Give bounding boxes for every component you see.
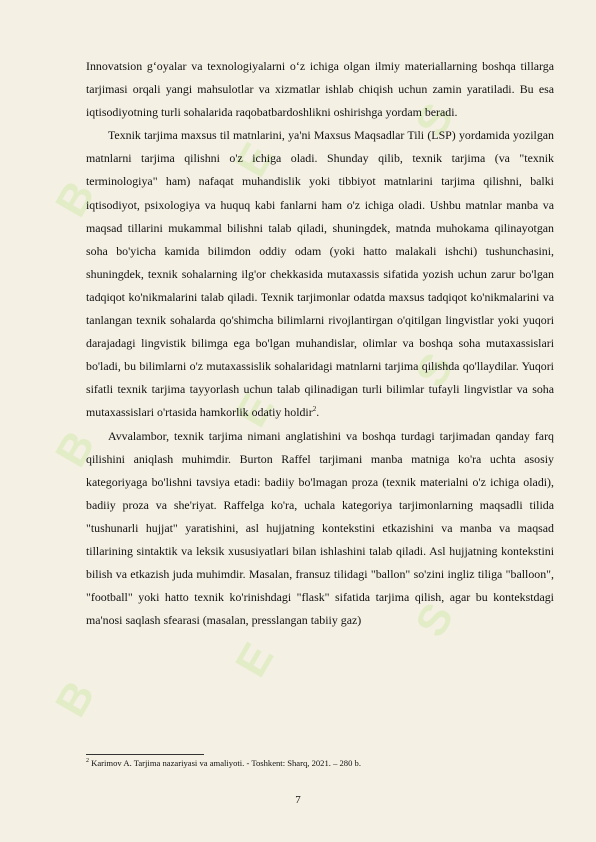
footnote-text: Karimov A. Tarjima nazariyasi va amaliyoti. - Toshkent: Sharq, 2021. – 280 b. <box>89 758 361 768</box>
svg-text:B: B <box>46 672 105 725</box>
svg-text:E: E <box>226 135 284 185</box>
svg-text:E: E <box>226 635 284 685</box>
page-number: 7 <box>295 794 301 806</box>
paragraph-2-period: . <box>316 405 320 420</box>
svg-text:E: E <box>226 385 284 435</box>
footnote-marker: 2 <box>86 758 89 765</box>
footnote-divider <box>86 754 204 755</box>
svg-text:S: S <box>406 345 464 395</box>
footnote <box>86 758 554 769</box>
footnote-reference[interactable]: 2 <box>312 405 317 414</box>
paragraph-1: Innovatsion g‘oyalar va texnologiyalarni o‘z ichiga olgan ilmiy materiallarning boshqa tillarga tarjimasi orqali yangi mahsulotlar va xizmatlar ishlab chiqish uchun zamin yaratiladi. Bu esa iqtisodiyotning turli sohalarida raqobatbardoshlikni oshirishga yordam beradi. <box>86 59 554 120</box>
svg-text:B: B <box>46 172 105 225</box>
paragraph-2 <box>86 124 554 424</box>
paragraph-3: Avvalambor, texnik tarjima nimani anglatishini va boshqa turdagi tarjimadan qanday farq qilishini aniqlash muhimdir. Burton Raffel tarjimani manba matniga ko'ra uchta asosiy kategoriyaga bo'lishni tavsiya etadi: badiiy bo'lmagan proza (texnik materialni o'z ichiga oladi), badiiy proza va she'riyat. Raffelga ko'ra, uchala kategoriya tarjimonlarning maqsadli tilida "tushunarli hujjat" yaratishini, asl hujjatning kontekstini etkazishini va manba va maqsad tillarining sintaktik va leksik xususiyatlari bilan ishlashini talab qiladi. Asl hujjatning kontekstini bilish va etkazish juda muhimdir. Masalan, fransuz tilidagi "ballon" so'zini ingliz tiliga "balloon", "football" yoki hatto texnik ko'rinishdagi "flask" sifatida tarjima qilish, agar bu kontekstdagi ma'nosi saqlash sfearasi (masalan, presslangan tabiiy gaz) <box>86 428 554 628</box>
svg-text:B: B <box>46 422 105 475</box>
svg-text:S: S <box>406 595 464 645</box>
svg-text:S: S <box>406 95 464 145</box>
paragraph-2-text: Texnik tarjima maxsus til matnlarini, ya'ni Maxsus Maqsadlar Tili (LSP) yordamida yozilgan matnlarni tarjima qilishni o'z ichiga oladi. Shunday qilib, texnik tarjima (va "texnik terminologiya" ham) nafaqat muhandislik yoki tibbiyot matnlarini tarjima qilishni, balki iqtisodiyot, psixologiya va huquq kabi fanlarni ham o'z ichiga oladi. Ushbu matnlar manba va maqsad tillarini mukammal bilishni talab qiladi, shuningdek, matnda muhokama qilinayotgan soha bo'yicha kamida bilimdon oddiy odam (yoki hatto malakali ishchi) tushunchasini, shuningdek, texnik sohalarning ilg'or chekkasida mutaxassis sifatida yozish uchun zarur bo'lgan tadqiqot ko'nikmalarini talab qiladi. Texnik tarjimonlar odatda maxsus tadqiqot ko'nikmalarini va tanlangan texnik sohalarda qo'shimcha bilimlarni rivojlantirgan o'qitilgan lingvistlar yoki yuqori darajadagi lingvistik bilimga ega bo'lgan muhandislar, olimlar va boshqa soha mutaxassislari bo'ladi, bu bilimlarni o'z mutaxassislik sohalaridagi matnlarni tarjima qilishda qo'llaydilar. Yuqori sifatli texnik tarjima tayyorlash uchun talab qilinadigan turli bilimlar tufayli lingvistlar va soha mutaxassislari o'rtasida hamkorlik odatiy holdir <box>86 128 554 420</box>
body-text <box>86 55 554 632</box>
